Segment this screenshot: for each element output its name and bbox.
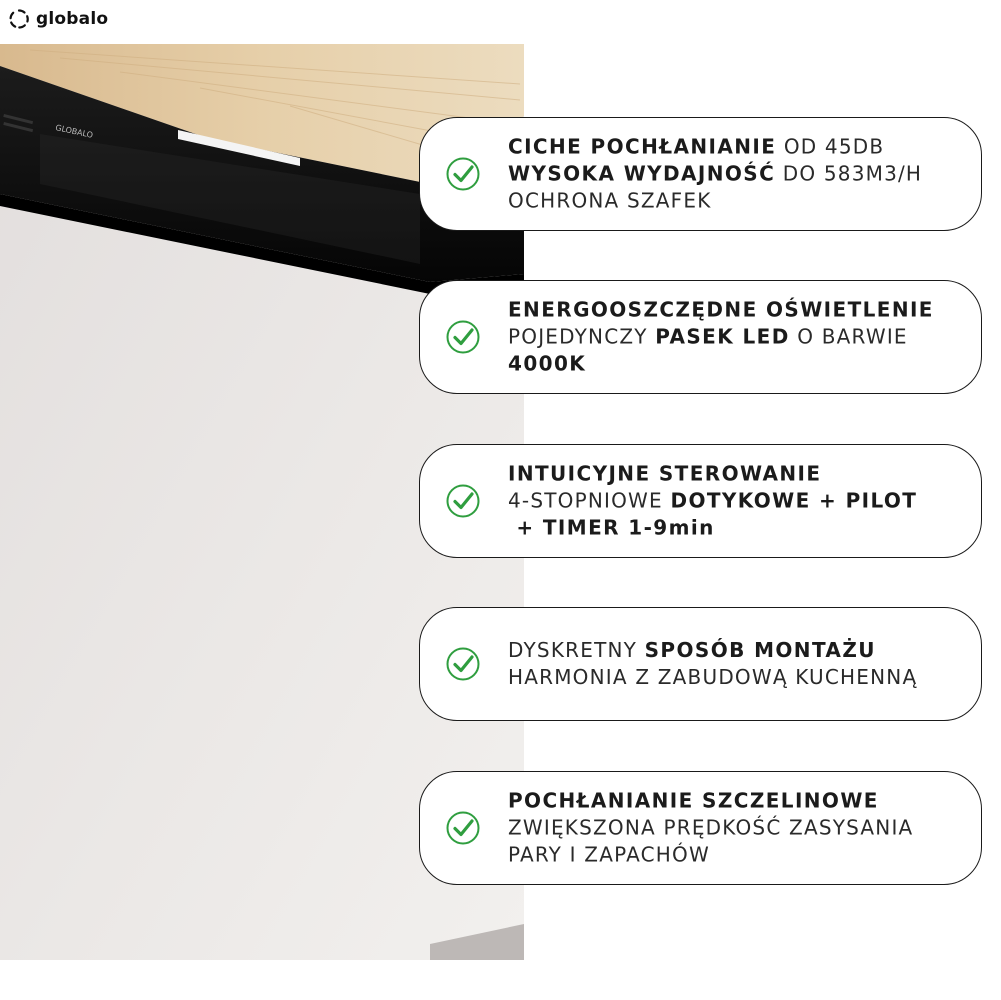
check-circle-icon: [445, 810, 481, 846]
feature-card-mounting: [419, 607, 982, 721]
feature-text: CICHE POCHŁANIANIE OD 45DB WYSOKA WYDAJNOŚĆ DO 583M3/H OCHRONA SZAFEK: [508, 134, 923, 213]
feature-card-lighting: [419, 280, 982, 394]
check-circle-icon: [445, 319, 481, 355]
check-circle-icon: [445, 646, 481, 682]
hood-brand-label: GLOBALO: [54, 123, 94, 140]
check-circle-icon: [445, 483, 481, 519]
feature-text: DYSKRETNY SPOSÓB MONTAŻU HARMONIA Z ZABUDOWĄ KUCHENNĄ: [508, 638, 918, 689]
feature-text: INTUICYJNE STEROWANIE 4-STOPNIOWE DOTYKOWE + PILOT + TIMER 1-9min: [508, 461, 918, 540]
feature-text: ENERGOOSZCZĘDNE OŚWIETLENIE POJEDYNCZY PASEK LED O BARWIE 4000K: [508, 297, 934, 376]
feature-card-slot-extraction: [419, 771, 982, 885]
feature-text: POCHŁANIANIE SZCZELINOWE ZWIĘKSZONA PRĘDKOŚĆ ZASYSANIA PARY I ZAPACHÓW: [508, 788, 914, 867]
check-circle-icon: [445, 156, 481, 192]
feature-card-quiet: [419, 117, 982, 231]
feature-card-controls: [419, 444, 982, 558]
logo-text: globalo: [36, 9, 109, 29]
